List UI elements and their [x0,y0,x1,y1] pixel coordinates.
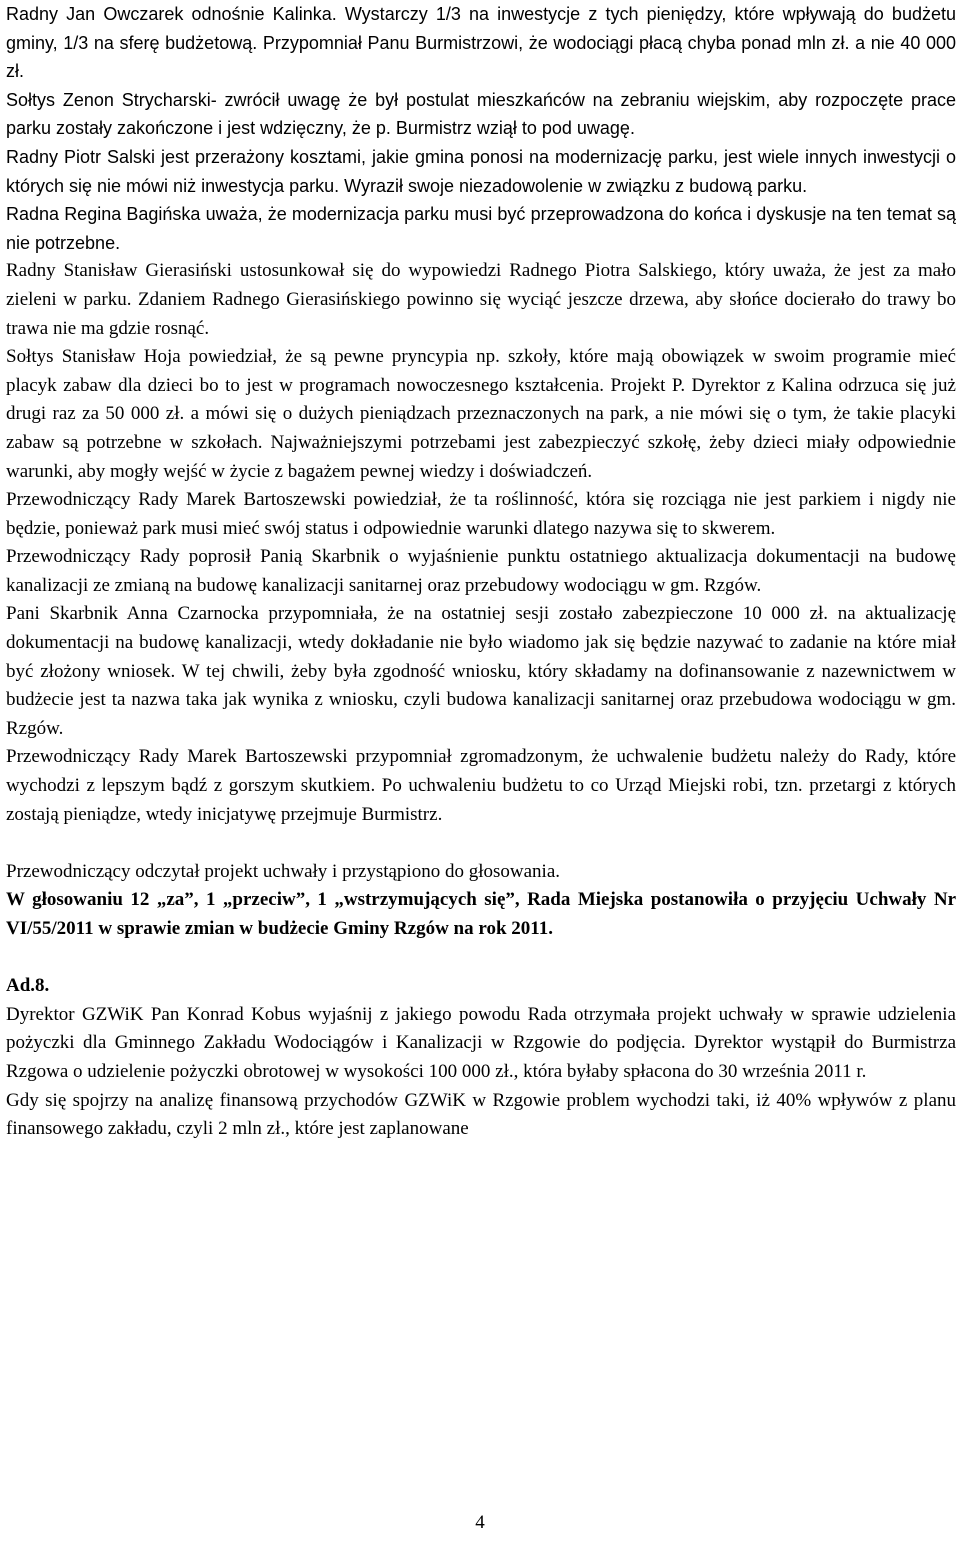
paragraph-gierasinski: Radny Stanisław Gierasiński ustosunkował się do wypowiedzi Radnego Piotra Salskiego, który uważa, że jest za mało zieleni w parku. Zdaniem Radnego Gierasińskiego powinno się wyciąć jeszcze drzewa, aby słońce docierało do trawy bo trawa nie ma gdzie rosnąć. [6,260,956,339]
paragraph-spacer [6,944,956,973]
paragraph-reading: Przewodniczący odczytał projekt uchwały i przystąpiono do głosowania. [6,860,560,882]
paragraph-kobus: Dyrektor GZWiK Pan Konrad Kobus wyjaśnij z jakiego powodu Rada otrzymała projekt uchwały w sprawie udzielenia pożyczki dla Gminnego Zakładu Wodociągów i Kanalizacji w Rzgowie do podjęcia. Dyrektor wystąpił do Burmistrza Rzgowa o udzielenie pożyczki obrotowej w wysokości 100 000 zł., która byłaby spłacona do 30 września 2011 r. [6,1003,956,1082]
paragraph-hoja: Sołtys Stanisław Hoja powiedział, że są pewne pryncypia np. szkoły, które mają obowiązek w swoim programie mieć placyk zabaw dla dzieci bo to jest w programach nowoczesnego kształcenia. Projekt P. Dyrektor z Kalina odrzuca się już drugi raz za 50 000 zł. a mówi się o dużych pieniądzach przeznaczonych na park, a nie mówi się o tym, że takie placyki zabaw są potrzebne w szkołach. Najważniejszymi potrzebami jest zabezpieczyć szkołę, żeby dzieci miały odpowiednie warunki, aby mogły wejść w życie z bagażem pewnej wiedzy i doświadczeń. [6,346,956,482]
paragraph-analysis: Gdy się spojrzy na analizę finansową przychodów GZWiK w Rzgowie problem wychodzi taki, iż 40% wpływów z planu finansowego zakładu, czyli 2 mln zł., które jest zaplanowane [6,1089,956,1140]
paragraph-strycharski: Sołtys Zenon Strycharski- zwrócił uwagę że był postulat mieszkańców na zebraniu wiejskim, aby rozpoczęte prace parku zostały zakończone i jest wdzięczny, że p. Burmistrz wziął to pod uwagę. [6,89,956,139]
paragraph-baginska: Radna Regina Bagińska uważa, że modernizacja parku musi być przeprowadzona do końca i dyskusje na ten temat są nie potrzebne. [6,204,956,253]
paragraph-owczarek: Radny Jan Owczarek odnośnie Kalinka. Wystarczy 1/3 na inwestycje z tych pieniędzy, które wpływają do budżetu gminy, 1/3 na sferę budżetową. Przypomniał Panu Burmistrzowi, że wodociągi płacą chyba ponad mln zł. a nie 40 000 zł. [6,4,956,82]
paragraph-bartoszewski-park: Przewodniczący Rady Marek Bartoszewski powiedział, że ta roślinność, która się rozciąga nie jest parkiem i nigdy nie będzie, ponieważ park musi mieć swój status i odpowiednie warunki dlatego nazywa się to skwerem. [6,489,956,539]
page-number: 4 [475,1512,485,1533]
section-heading-ad8: Ad.8. [6,975,50,997]
paragraph-czarnocka: Pani Skarbnik Anna Czarnocka przypomniała, że na ostatniej sesji zostało zabezpieczone 10 000 zł. na aktualizację dokumentacji na budowę kanalizacji, wtedy dokładanie nie było wiadomo jak się będzie nazywać to zadanie na które miał być złożony wniosek. W tej chwili, żeby była zgodność wniosku, który składamy na dofinansowanie z nazewnictwem w budżecie jest ta nazwa taka jak wynika z wniosku, czyli budowa kanalizacji sanitarnej oraz przebudowa wodociągu w gm. Rzgów. [6,603,956,739]
paragraph-vote-result: W głosowaniu 12 „za”, 1 „przeciw”, 1 „wstrzymujących się”, Rada Miejska postanowiła o przyjęciu Uchwały Nr VI/55/2011 w sprawie zmian w budżecie Gminy Rzgów na rok 2011. [6,889,956,939]
document-page [6,0,956,1144]
paragraph-skarbnik-request: Przewodniczący Rady poprosił Panią Skarbnik o wyjaśnienie punktu ostatniego aktualizacja dokumentacji na budowę kanalizacji ze zmianą na budowę kanalizacji sanitarnej oraz przebudowy wodociągu w gm. Rzgów. [6,546,956,596]
paragraph-bartoszewski-budget: Przewodniczący Rady Marek Bartoszewski przypomniał zgromadzonym, że uchwalenie budżetu należy do Rady, które wychodzi z lepszym bądź z gorszym skutkiem. Po uchwaleniu budżetu to co Urząd Miejski robi, tzn. przetargi z których zostają pieniądze, wtedy inicjatywę przejmuje Burmistrz. [6,746,956,825]
paragraph-spacer [6,829,956,858]
paragraph-salski: Radny Piotr Salski jest przerażony kosztami, jakie gmina ponosi na modernizację parku, jest wiele innych inwestycji o których się nie mówi niż inwestycja parku. Wyraził swoje niezadowolenie w związku z budową parku. [6,146,956,196]
